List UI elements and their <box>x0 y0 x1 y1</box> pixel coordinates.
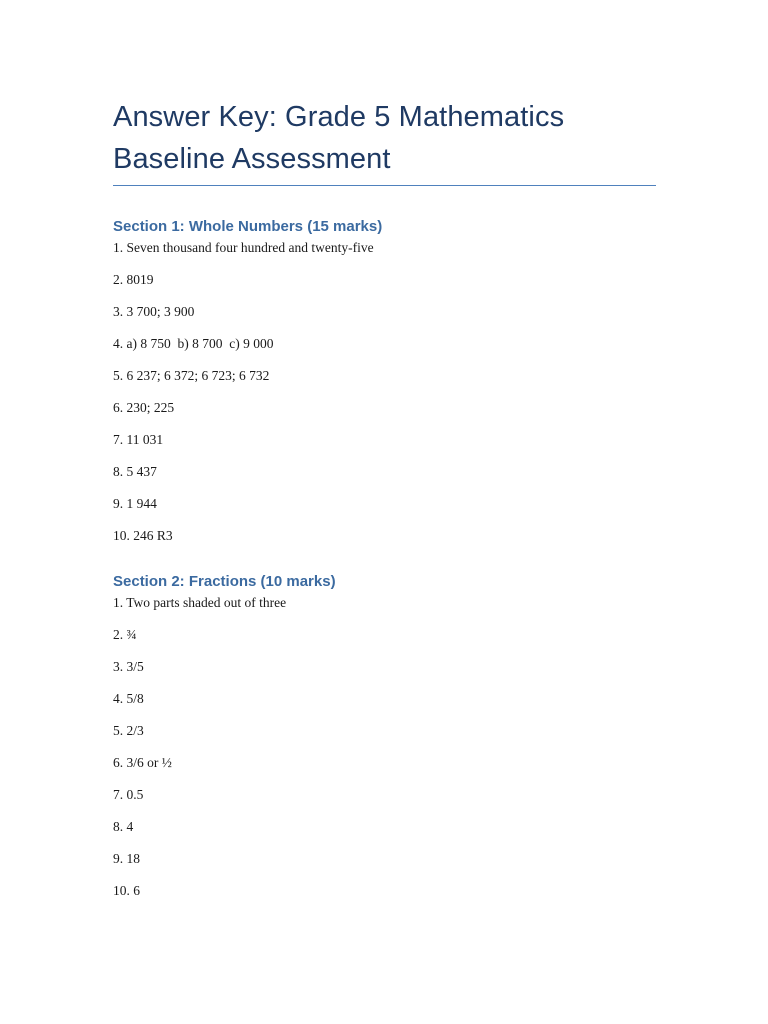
answer-list <box>113 594 656 914</box>
answer-item: 6. 3/6 or ½ <box>113 755 172 770</box>
answer-item: 1. Seven thousand four hundred and twenty-five <box>113 240 374 255</box>
section-whole-numbers <box>113 217 656 559</box>
answer-item: 9. 1 944 <box>113 496 157 511</box>
answer-item: 3. 3/5 <box>113 659 144 674</box>
answer-item: 4. a) 8 750 b) 8 700 c) 9 000 <box>113 336 274 351</box>
answer-item: 1. Two parts shaded out of three <box>113 595 287 610</box>
answer-item: 2. 8019 <box>113 272 154 287</box>
document-title-line-2: Baseline Assessment <box>113 143 391 175</box>
title-divider <box>113 185 656 186</box>
answer-item: 7. 0.5 <box>113 787 144 802</box>
answer-item: 10. 6 <box>113 883 140 898</box>
document-title <box>113 96 656 180</box>
answer-item: 8. 4 <box>113 819 134 834</box>
answer-item: 5. 6 237; 6 372; 6 723; 6 732 <box>113 368 270 383</box>
section-heading: Section 1: Whole Numbers (15 marks) <box>113 218 383 235</box>
section-heading: Section 2: Fractions (10 marks) <box>113 573 336 590</box>
answer-item: 8. 5 437 <box>113 464 157 479</box>
answer-item: 2. ¾ <box>113 627 137 642</box>
answer-item: 3. 3 700; 3 900 <box>113 304 195 319</box>
answer-item: 5. 2/3 <box>113 723 144 738</box>
answer-item: 4. 5/8 <box>113 691 144 706</box>
document-title-line-1: Answer Key: Grade 5 Mathematics <box>113 101 565 133</box>
section-fractions <box>113 572 656 914</box>
answer-item: 6. 230; 225 <box>113 400 175 415</box>
answer-item: 7. 11 031 <box>113 432 164 447</box>
document-page <box>113 96 656 914</box>
answer-item: 10. 246 R3 <box>113 528 173 543</box>
answer-item: 9. 18 <box>113 851 140 866</box>
answer-list <box>113 239 656 559</box>
